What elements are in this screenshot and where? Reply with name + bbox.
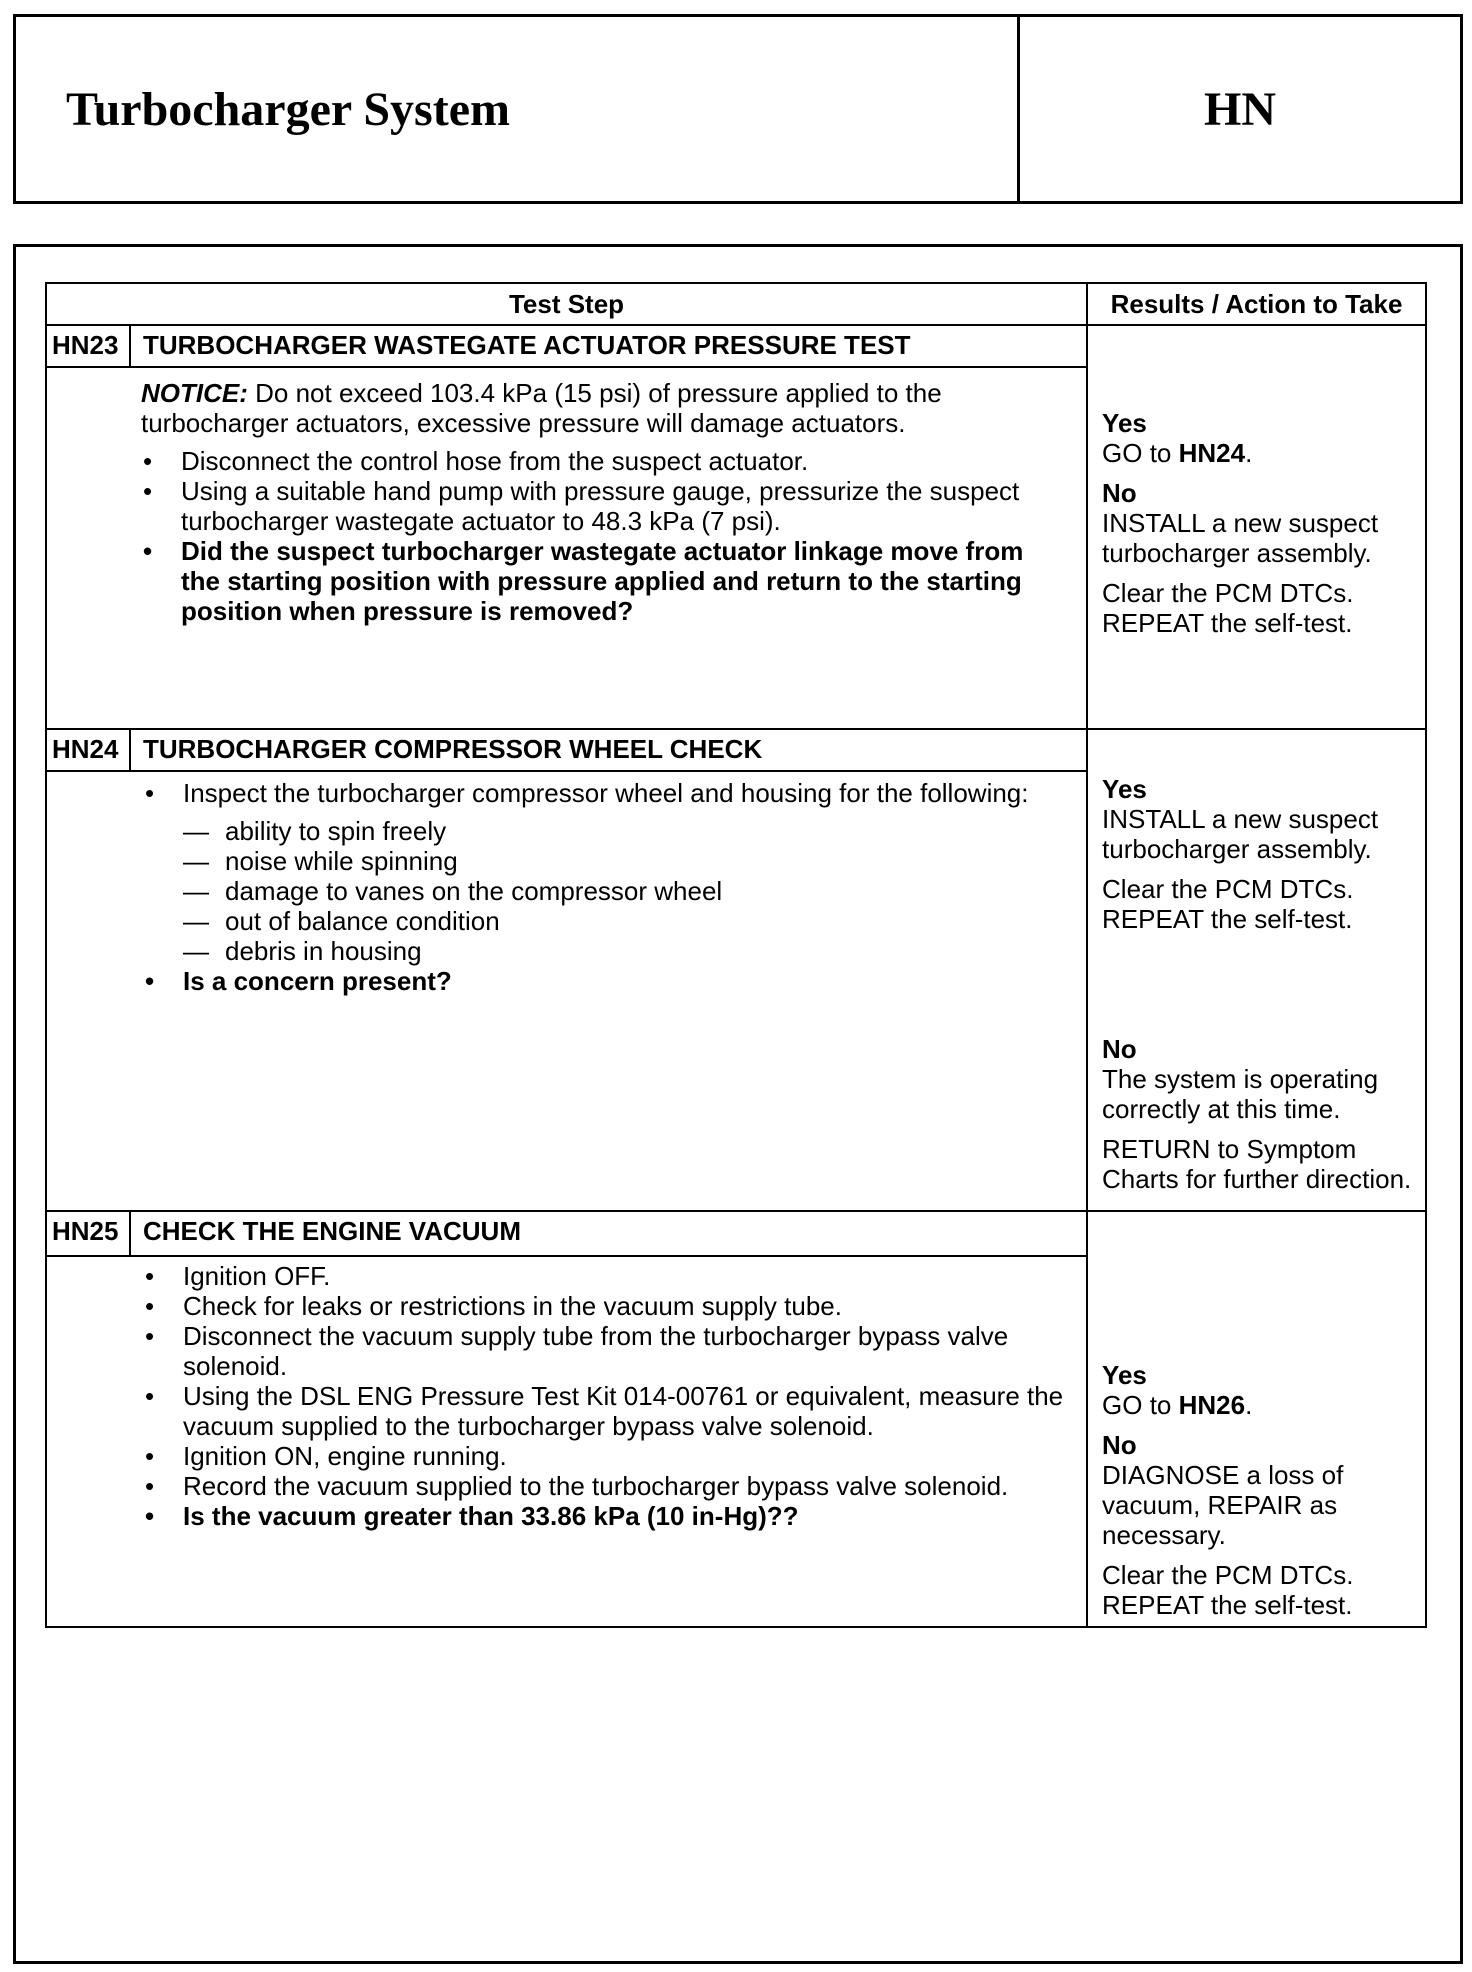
yes-label: Yes [1102,774,1147,804]
dash-item [143,816,1066,846]
section-code: HN [1204,82,1276,136]
step-title: TURBOCHARGER WASTEGATE ACTUATOR PRESSURE TEST [130,325,1087,367]
bullet-list [143,778,1066,808]
step-title-row [46,729,1426,771]
yes-action [1102,1390,1417,1420]
list-item: • Record the vacuum supplied to the turbocharger bypass valve solenoid. [143,1471,1066,1501]
page-title: Turbocharger System [16,17,1020,201]
step-question: • Is a concern present? [143,966,1066,996]
page-header [13,14,1463,204]
no-action: The system is operating correctly at this time. [1102,1064,1379,1124]
result-no [1102,478,1417,638]
dash-text: noise while spinning [225,846,458,876]
dash-text: debris in housing [225,936,422,966]
yes-action [1102,438,1417,468]
dash-item [143,906,1066,936]
step-title-row [46,325,1426,367]
list-item: • Inspect the turbocharger compressor wheel and housing for the following: [143,778,1066,808]
yes-text: GO to [1102,1390,1179,1420]
dash-text: ability to spin freely [225,816,447,846]
no-action-2: Clear the PCM DTCs. REPEAT the self-test. [1102,578,1354,638]
no-action-2: RETURN to Symptom Charts for further direction. [1102,1134,1412,1194]
result-no [1102,1034,1417,1194]
goto-link[interactable]: HN26 [1178,1390,1246,1420]
step-content [46,367,1087,729]
yes-label: Yes [1102,1360,1147,1390]
list-item: • Disconnect the control hose from the suspect actuator. [141,446,1066,476]
notice-text: Do not exceed 103.4 kPa (15 psi) of pressure applied to the turbocharger actuators, excessive pressure will damage actuators. [141,378,942,438]
list-item: • Check for leaks or restrictions in the vacuum supply tube. [143,1291,1066,1321]
result-no [1102,1430,1417,1620]
period: . [1245,1390,1253,1420]
result-yes [1102,774,1417,934]
bullet-list [143,966,1066,996]
column-header-test-step: Test Step [46,283,1087,325]
table-header-row [46,283,1426,325]
no-label: No [1102,478,1137,508]
step-content [46,771,1087,1211]
list-item: • Ignition OFF. [143,1261,1066,1291]
dash-text: damage to vanes on the compressor wheel [225,876,723,906]
step-question: • Did the suspect turbocharger wastegate actuator linkage move from the starting position with pressure applied and return to the starting position when pressure is removed? [141,536,1066,626]
yes-action-2: Clear the PCM DTCs. REPEAT the self-test. [1102,874,1354,934]
no-label: No [1102,1430,1137,1460]
list-item: • Using a suitable hand pump with pressure gauge, pressurize the suspect turbocharger wastegate actuator to 48.3 kPa (7 psi). [141,476,1066,536]
yes-text: GO to [1102,438,1179,468]
bullet-list [143,1261,1066,1531]
yes-action: INSTALL a new suspect turbocharger assembly. [1102,804,1379,864]
step-question: • Is the vacuum greater than 33.86 kPa (10 in-Hg)?? [143,1501,1066,1531]
step-title: CHECK THE ENGINE VACUUM [130,1211,1087,1256]
column-header-results: Results / Action to Take [1087,283,1426,325]
bullet-list [141,446,1066,626]
list-item: • Disconnect the vacuum supply tube from the turbocharger bypass valve solenoid. [143,1321,1066,1381]
step-code: HN24 [46,729,130,771]
dash-list [143,816,1066,966]
dash-item [143,936,1066,966]
notice [141,378,1066,438]
result-yes [1102,1360,1417,1420]
no-action: DIAGNOSE a loss of vacuum, REPAIR as necessary. [1102,1460,1344,1550]
step-results [1087,325,1426,729]
goto-link[interactable]: HN24 [1178,438,1246,468]
step-title: TURBOCHARGER COMPRESSOR WHEEL CHECK [130,729,1087,771]
dash-item [143,846,1066,876]
no-action: INSTALL a new suspect turbocharger assembly. [1102,508,1379,568]
step-content [46,1256,1087,1627]
step-results [1087,1211,1426,1627]
step-code: HN23 [46,325,130,367]
list-item: • Ignition ON, engine running. [143,1441,1066,1471]
no-label: No [1102,1034,1137,1064]
yes-label: Yes [1102,408,1147,438]
dash-text: out of balance condition [225,906,500,936]
diagnostic-table [45,282,1427,1628]
step-code: HN25 [46,1211,130,1256]
step-title-row [46,1211,1426,1256]
period: . [1245,438,1253,468]
notice-label: NOTICE: [141,378,248,408]
dash-item [143,876,1066,906]
list-item: • Using the DSL ENG Pressure Test Kit 014-00761 or equivalent, measure the vacuum supplied to the turbocharger bypass valve solenoid. [143,1381,1066,1441]
no-action-2: Clear the PCM DTCs. REPEAT the self-test. [1102,1560,1354,1620]
result-yes [1102,408,1417,468]
step-results [1087,729,1426,1211]
